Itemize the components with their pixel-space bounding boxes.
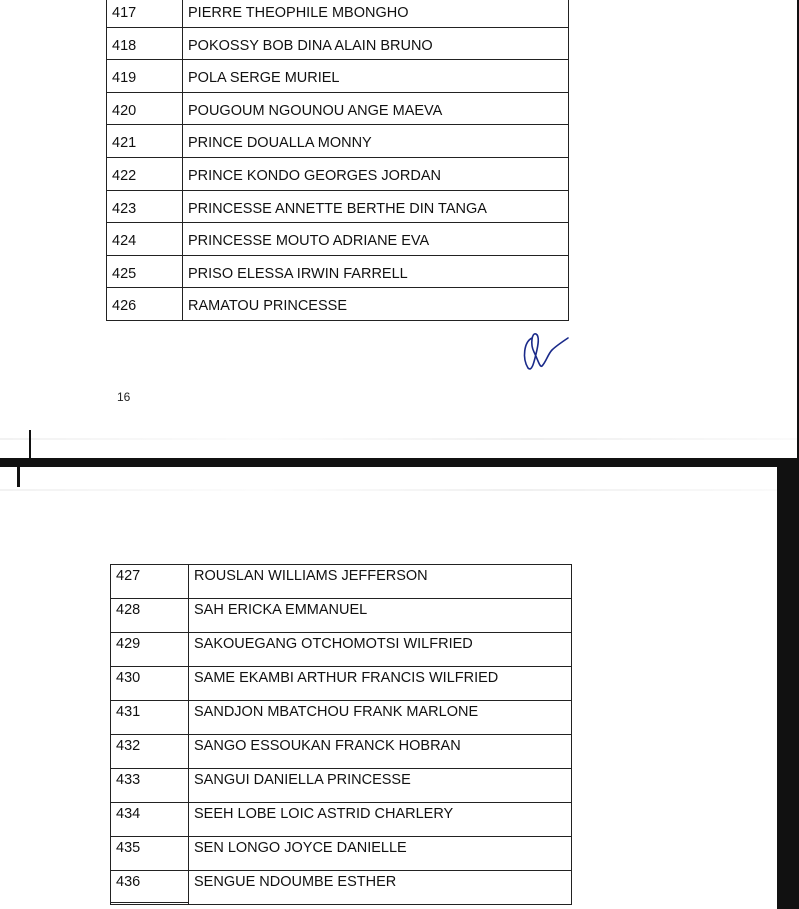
scan-edge-mark — [17, 467, 20, 487]
row-number: 417 — [107, 0, 183, 27]
row-number: 435 — [111, 837, 189, 871]
student-name: PIERRE THEOPHILE MBONGHO — [183, 0, 569, 27]
row-number: 436 — [111, 871, 189, 905]
table-row — [111, 735, 572, 769]
table-row — [111, 667, 572, 701]
scanned-page-17 — [0, 467, 780, 909]
student-name: SANDJON MBATCHOU FRANK MARLONE — [189, 701, 572, 735]
student-name: POLA SERGE MURIEL — [183, 60, 569, 93]
student-name: SENGUE NDOUMBE ESTHER — [189, 871, 572, 905]
student-name: PRINCESSE MOUTO ADRIANE EVA — [183, 223, 569, 256]
student-list-table-page-16 — [106, 0, 569, 321]
row-number: 431 — [111, 701, 189, 735]
row-number: 434 — [111, 803, 189, 837]
row-number: 423 — [107, 190, 183, 223]
table-row — [111, 565, 572, 599]
table-row — [107, 190, 569, 223]
row-number: 426 — [107, 288, 183, 321]
table-row — [107, 255, 569, 288]
student-name: POUGOUM NGOUNOU ANGE MAEVA — [183, 92, 569, 125]
row-number: 421 — [107, 125, 183, 158]
row-number: 430 — [111, 667, 189, 701]
table-row — [107, 125, 569, 158]
scan-noise-line — [0, 438, 797, 440]
row-number: 419 — [107, 60, 183, 93]
table-row — [107, 157, 569, 190]
student-name: SANGUI DANIELLA PRINCESSE — [189, 769, 572, 803]
row-number: 429 — [111, 633, 189, 667]
table-row — [111, 837, 572, 871]
row-number: 418 — [107, 27, 183, 60]
table-row — [111, 769, 572, 803]
student-name: POKOSSY BOB DINA ALAIN BRUNO — [183, 27, 569, 60]
cut-off-row — [110, 902, 188, 909]
row-number: 422 — [107, 157, 183, 190]
table-row — [107, 27, 569, 60]
page-number: 16 — [117, 390, 131, 404]
student-name: SAME EKAMBI ARTHUR FRANCIS WILFRIED — [189, 667, 572, 701]
table-row — [111, 599, 572, 633]
row-number: 427 — [111, 565, 189, 599]
table-row — [107, 60, 569, 93]
row-number: 432 — [111, 735, 189, 769]
scan-noise-line — [0, 489, 780, 491]
row-number: 420 — [107, 92, 183, 125]
student-name: PRINCE KONDO GEORGES JORDAN — [183, 157, 569, 190]
table-row — [111, 701, 572, 735]
row-number: 433 — [111, 769, 189, 803]
row-number: 428 — [111, 599, 189, 633]
table-row — [107, 288, 569, 321]
student-name: ROUSLAN WILLIAMS JEFFERSON — [189, 565, 572, 599]
table-row — [107, 92, 569, 125]
scan-edge-mark — [777, 467, 780, 909]
scan-edge-mark — [29, 430, 31, 458]
signature-icon — [518, 328, 570, 374]
table-row — [111, 633, 572, 667]
student-list-table-page-17 — [110, 564, 572, 905]
table-row — [107, 223, 569, 256]
row-number: 425 — [107, 255, 183, 288]
student-name: SAH ERICKA EMMANUEL — [189, 599, 572, 633]
student-name: PRINCESSE ANNETTE BERTHE DIN TANGA — [183, 190, 569, 223]
table-row — [111, 871, 572, 905]
student-name: RAMATOU PRINCESSE — [183, 288, 569, 321]
student-name: SEEH LOBE LOIC ASTRID CHARLERY — [189, 803, 572, 837]
row-number: 424 — [107, 223, 183, 256]
student-name: SAKOUEGANG OTCHOMOTSI WILFRIED — [189, 633, 572, 667]
student-name: SEN LONGO JOYCE DANIELLE — [189, 837, 572, 871]
table-row — [107, 0, 569, 27]
student-name: PRINCE DOUALLA MONNY — [183, 125, 569, 158]
student-name: SANGO ESSOUKAN FRANCK HOBRAN — [189, 735, 572, 769]
table-row — [111, 803, 572, 837]
student-name: PRISO ELESSA IRWIN FARRELL — [183, 255, 569, 288]
